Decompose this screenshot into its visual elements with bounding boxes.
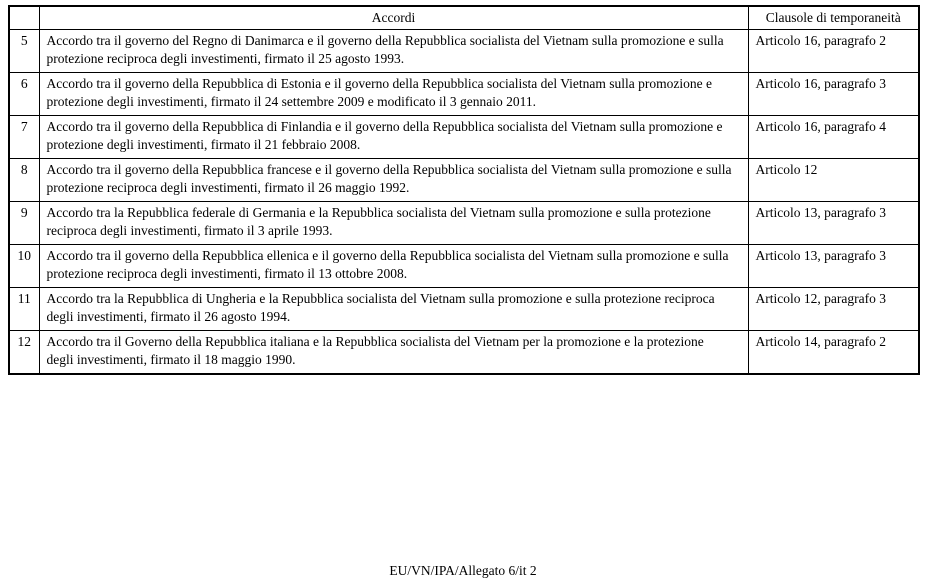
clause-text: Articolo 12, paragrafo 3 [748,288,919,331]
row-number: 10 [9,245,39,288]
clause-text: Articolo 13, paragrafo 3 [748,202,919,245]
agreements-table [8,5,920,375]
agreement-text: Accordo tra il governo del Regno di Danimarca e il governo della Repubblica socialista del Vietnam sulla promozione e sulla protezione reciproca degli investimenti, firmato il 25 agosto 1993. [39,30,748,73]
header-row [9,6,919,30]
table-row [9,73,919,116]
col-header-clausole: Clausole di temporaneità [748,6,919,30]
clause-text: Articolo 13, paragrafo 3 [748,245,919,288]
row-number: 11 [9,288,39,331]
row-number: 6 [9,73,39,116]
agreement-text: Accordo tra il governo della Repubblica ellenica e il governo della Repubblica socialista del Vietnam sulla promozione e sulla protezione reciproca degli investimenti, firmato il 13 ottobre 2008. [39,245,748,288]
page-footer: EU/VN/IPA/Allegato 6/it 2 [389,563,537,578]
table-body [9,30,919,375]
agreement-text: Accordo tra la Repubblica di Ungheria e la Repubblica socialista del Vietnam sulla promozione e sulla protezione reciproca degli investimenti, firmato il 26 agosto 1994. [39,288,748,331]
col-header-accordi: Accordi [39,6,748,30]
table-row [9,202,919,245]
row-number: 9 [9,202,39,245]
clause-text: Articolo 12 [748,159,919,202]
agreement-text: Accordo tra il governo della Repubblica di Finlandia e il governo della Repubblica socialista del Vietnam sulla promozione e protezione degli investimenti, firmato il 21 febbraio 2008. [39,116,748,159]
row-number: 5 [9,30,39,73]
table-row [9,116,919,159]
row-number: 7 [9,116,39,159]
clause-text: Articolo 16, paragrafo 3 [748,73,919,116]
row-number: 12 [9,331,39,375]
col-header-number [9,6,39,30]
agreement-text: Accordo tra il governo della Repubblica francese e il governo della Repubblica socialista del Vietnam sulla promozione e sulla protezione reciproca degli investimenti, firmato il 26 maggio 1992. [39,159,748,202]
table-row [9,30,919,73]
table-header [9,6,919,30]
table-row [9,245,919,288]
agreement-text: Accordo tra il governo della Repubblica di Estonia e il governo della Repubblica socialista del Vietnam sulla promozione e protezione degli investimenti, firmato il 24 settembre 2009 e modificato il 3 gennaio 2011. [39,73,748,116]
table-row [9,331,919,375]
table-row [9,288,919,331]
clause-text: Articolo 16, paragrafo 4 [748,116,919,159]
agreement-text: Accordo tra la Repubblica federale di Germania e la Repubblica socialista del Vietnam sulla promozione e sulla protezione reciproca degli investimenti, firmato il 3 aprile 1993. [39,202,748,245]
row-number: 8 [9,159,39,202]
table-row [9,159,919,202]
clause-text: Articolo 16, paragrafo 2 [748,30,919,73]
clause-text: Articolo 14, paragrafo 2 [748,331,919,375]
agreement-text: Accordo tra il Governo della Repubblica italiana e la Repubblica socialista del Vietnam per la promozione e la protezione degli investimenti, firmato il 18 maggio 1990. [39,331,748,375]
